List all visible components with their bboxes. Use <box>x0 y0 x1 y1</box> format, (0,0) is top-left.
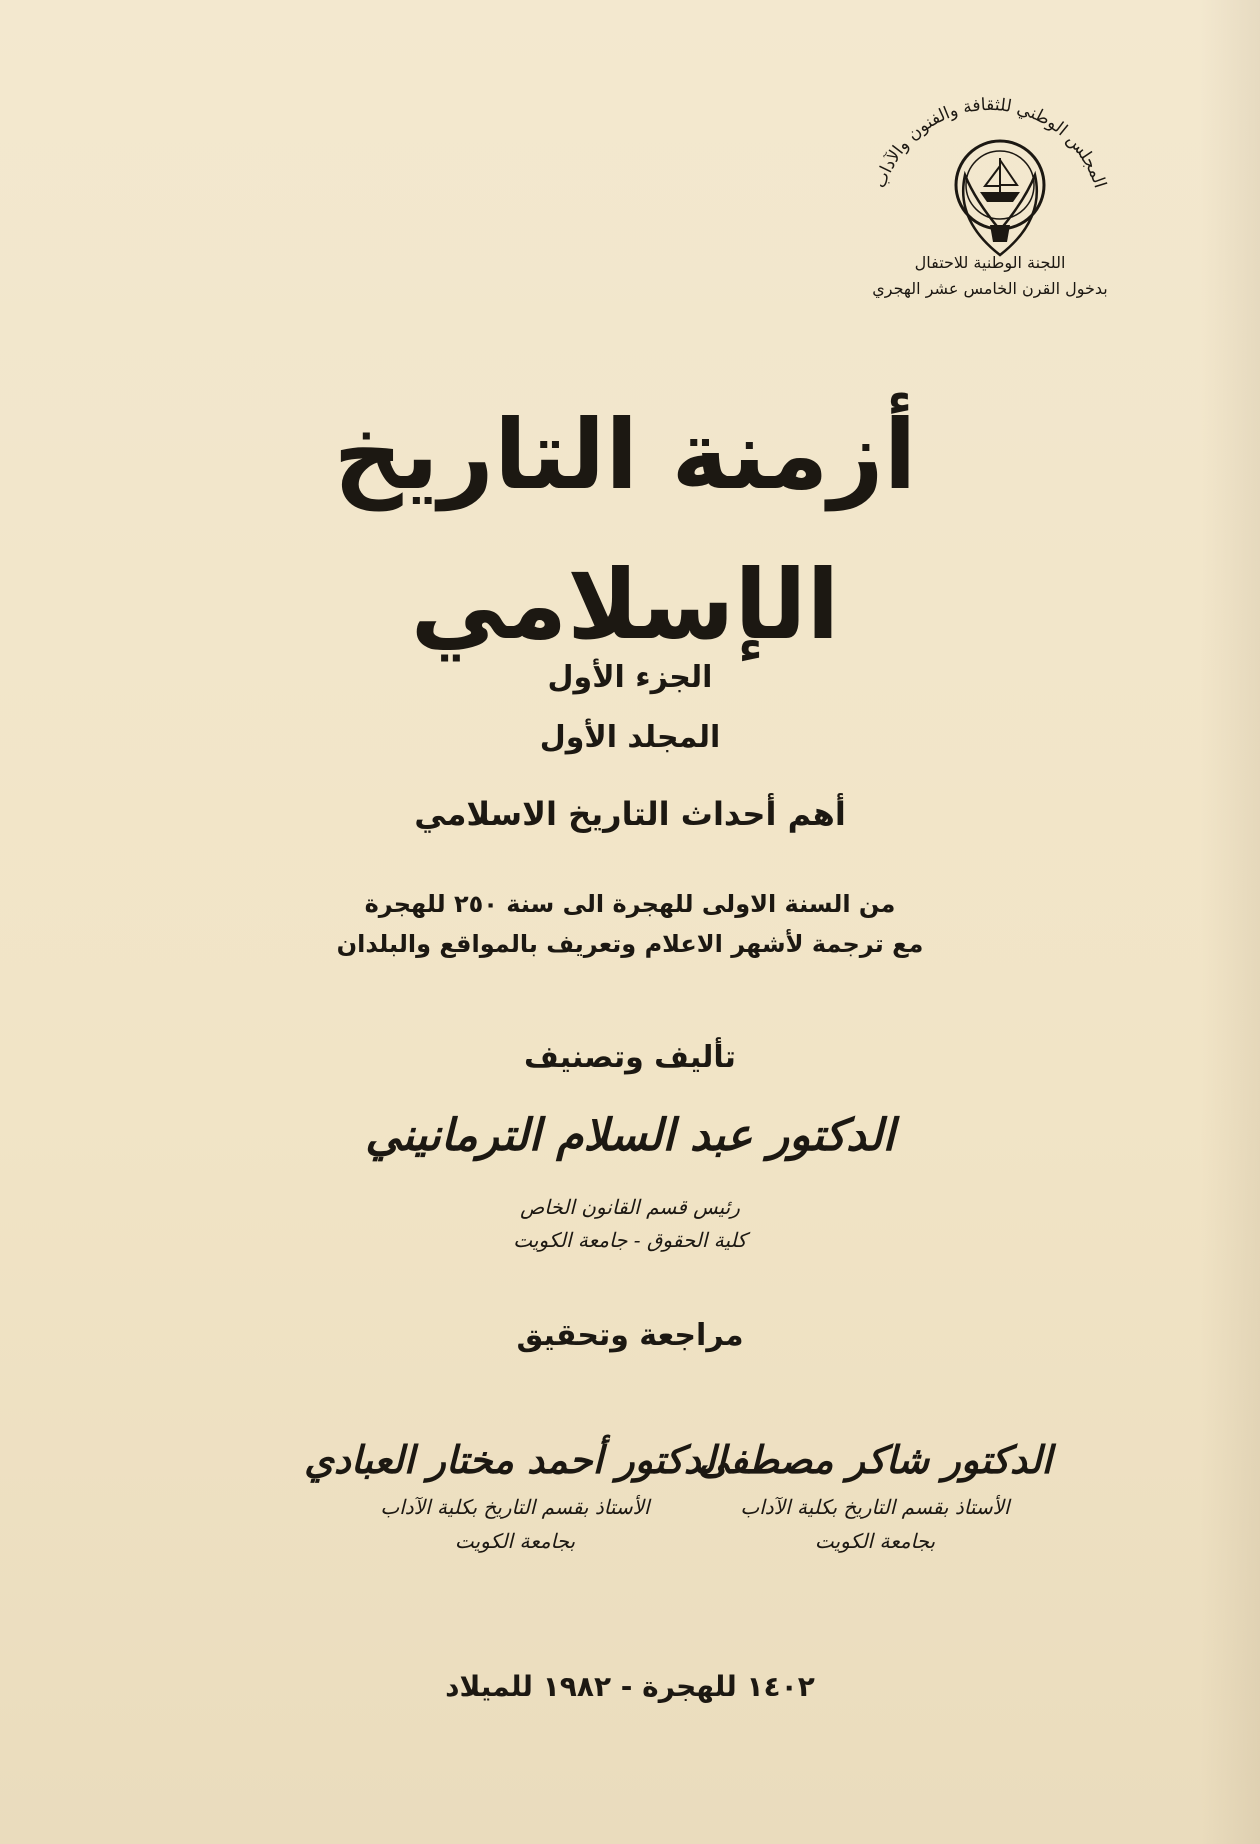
review-label: مراجعة وتحقيق <box>516 1318 744 1353</box>
reviewer-left-affiliation-2: بجامعة الكويت <box>454 1529 576 1553</box>
committee-line-1: اللجنة الوطنية للاحتفال <box>914 253 1066 272</box>
subtitle-heading: أهم أحداث التاريخ الاسلامي <box>414 795 846 833</box>
author-affiliation-2: كلية الحقوق - جامعة الكويت <box>513 1228 747 1252</box>
reviewer-right-name: الدكتور شاكر مصطفى <box>698 1437 1052 1482</box>
committee-caption <box>840 250 1140 302</box>
reviewer-right-affiliation-1: الأستاذ بقسم التاريخ بكلية الآداب <box>740 1495 1010 1519</box>
reviewer-right-affiliation-2: بجامعة الكويت <box>814 1529 936 1553</box>
arc-caption-text: المجلس الوطني للثقافة والفنون والآداب <box>870 95 1110 191</box>
publication-date: ١٤٠٢ للهجرة - ١٩٨٢ للميلاد <box>445 1670 815 1703</box>
reviewer-right <box>660 1430 1090 1558</box>
author-name: الدكتور عبد السلام الترمانيني <box>365 1110 895 1161</box>
page-edge-shadow <box>1200 0 1260 1844</box>
authored-label: تأليف وتصنيف <box>524 1040 736 1075</box>
emblem-block <box>840 70 1140 320</box>
scope-note: مع ترجمة لأشهر الاعلام وتعريف بالمواقع والبلدان <box>336 930 924 958</box>
book-title: أزمنة التاريخ الإسلامي <box>333 399 917 661</box>
kuwait-emblem-icon <box>945 130 1055 260</box>
part-label: الجزء الأول <box>547 660 713 695</box>
committee-line-2: بدخول القرن الخامس عشر الهجري <box>872 279 1108 298</box>
reviewer-left-name: الدكتور أحمد مختار العبادي <box>304 1437 726 1482</box>
period-range: من السنة الاولى للهجرة الى سنة ٢٥٠ للهجرة <box>364 890 896 918</box>
author-affiliation-1: رئيس قسم القانون الخاص <box>520 1195 740 1219</box>
volume-label: المجلد الأول <box>539 720 721 755</box>
reviewer-left-affiliation-1: الأستاذ بقسم التاريخ بكلية الآداب <box>380 1495 650 1519</box>
